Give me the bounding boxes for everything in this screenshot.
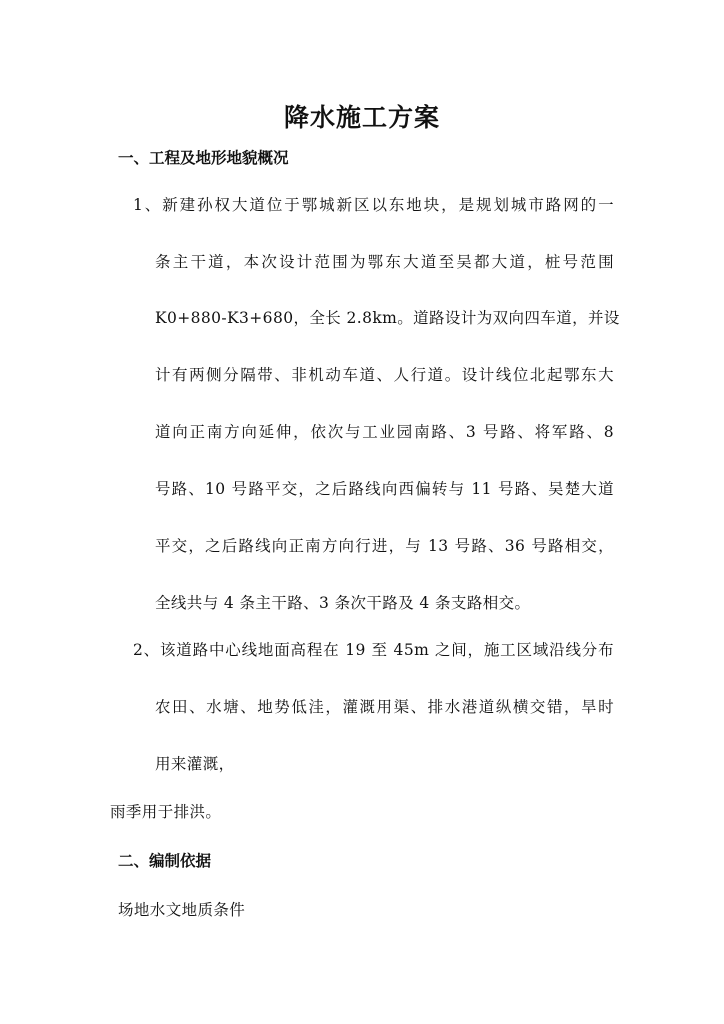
page-title: 降水施工方案 xyxy=(283,103,440,132)
paragraph-line: 用来灌溉， xyxy=(155,755,235,773)
paragraph-line: 条主干道，本次设计范围为鄂东大道至吴都大道，桩号范围 xyxy=(155,253,614,271)
paragraph-line: 计有两侧分隔带、非机动车道、人行道。设计线位北起鄂东大 xyxy=(155,366,614,384)
paragraph-line: 平交，之后路线向正南方向行进，与 13 号路、36 号路相交， xyxy=(155,537,614,555)
section-heading-1: 一、工程及地形地貌概况 xyxy=(118,149,289,167)
paragraph-line: 道向正南方向延伸，依次与工业园南路、3 号路、将军路、8 xyxy=(155,423,614,441)
paragraph-line: 全线共与 4 条主干路、3 条次干路及 4 条支路相交。 xyxy=(155,594,531,612)
paragraph-line: K0+880-K3+680，全长 2.8km。道路设计为双向四车道，并设 xyxy=(155,309,620,327)
paragraph-line: 2、该道路中心线地面高程在 19 至 45m 之间，施工区域沿线分布 xyxy=(133,641,614,659)
paragraph-line: 农田、水塘、地势低洼，灌溉用渠、排水港道纵横交错，旱时 xyxy=(155,698,614,716)
subsection-text: 场地水文地质条件 xyxy=(118,901,246,919)
paragraph-line: 号路、10 号路平交，之后路线向西偏转与 11 号路、吴楚大道 xyxy=(155,480,614,498)
paragraph-line: 1、新建孙权大道位于鄂城新区以东地块，是规划城市路网的一 xyxy=(133,196,614,214)
paragraph-line: 雨季用于排洪。 xyxy=(110,803,222,821)
section-heading-2: 二、编制依据 xyxy=(118,852,212,870)
